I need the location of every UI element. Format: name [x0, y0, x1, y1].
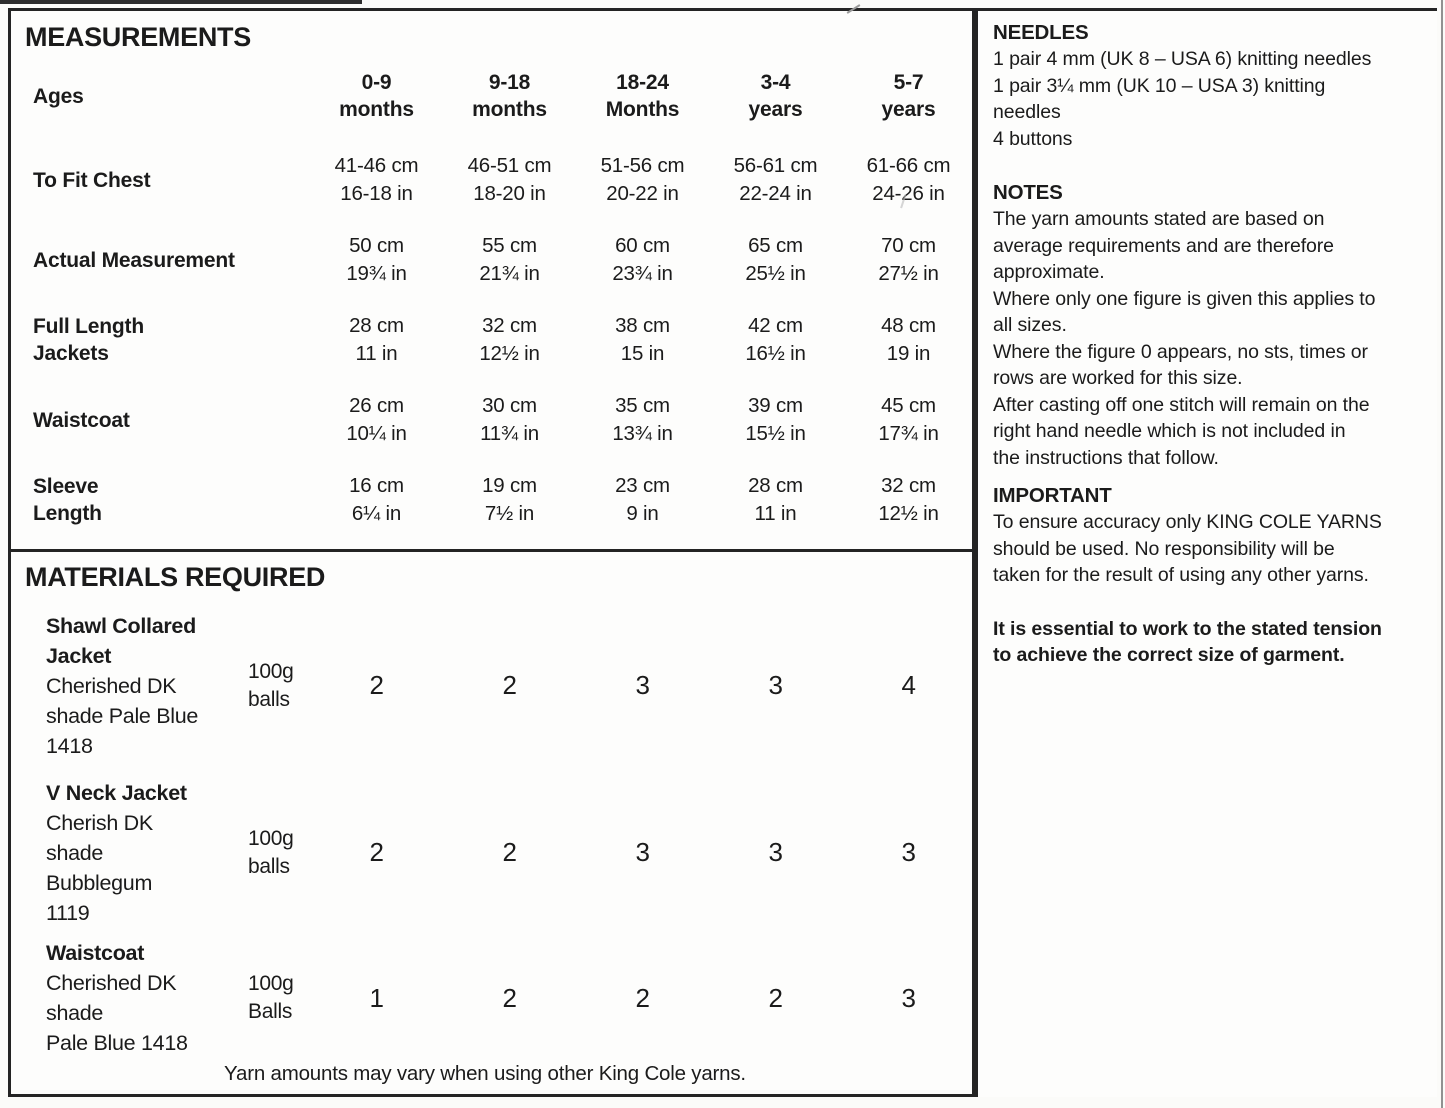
needles-line: 4 buttons	[993, 127, 1073, 150]
cm-value: 56-61 cm	[733, 154, 818, 177]
notes-section	[993, 179, 1427, 471]
cm-value: 26 cm	[349, 394, 404, 417]
row-label: To Fit Chest	[33, 168, 151, 192]
in-value: 16-18 in	[340, 182, 413, 205]
ball-count: 3	[768, 837, 783, 867]
table-row-to-fit-chest	[25, 140, 972, 220]
row-label: Sleeve Length	[33, 475, 102, 525]
unit-label: 100g Balls	[248, 972, 294, 1023]
cm-value: 46-51 cm	[467, 154, 552, 177]
important-line: To ensure accuracy only KING COLE YARNS	[993, 511, 1382, 533]
in-value: 24-26 in	[872, 182, 945, 205]
measurement-cell	[842, 232, 975, 288]
table-row-sleeve-length	[25, 460, 972, 540]
measurements-header-row	[25, 52, 972, 140]
in-value: 12½ in	[479, 342, 540, 365]
cm-value: 51-56 cm	[600, 154, 685, 177]
needles-title: NEEDLES	[993, 21, 1089, 44]
measurement-cell	[842, 472, 975, 528]
cm-value: 38 cm	[615, 314, 670, 337]
cm-value: 55 cm	[482, 234, 537, 257]
notes-line: The yarn amounts stated are based on	[993, 208, 1325, 230]
measurement-cell	[310, 152, 443, 208]
age-column-18-24-months: 18-24 Months	[605, 71, 680, 121]
materials-row-v-neck-jacket	[25, 775, 972, 930]
unit-label: 100g balls	[248, 659, 294, 711]
ball-count: 3	[635, 837, 650, 867]
row-label: Waistcoat	[33, 408, 130, 432]
notes-line: Where the figure 0 appears, no sts, times or	[993, 340, 1368, 363]
ball-count: 1	[369, 982, 384, 1013]
cm-value: 23 cm	[615, 474, 670, 497]
measurement-cell	[576, 232, 709, 288]
in-value: 18-20 in	[473, 182, 546, 205]
tension-warning-line: It is essential to work to the stated tension	[993, 617, 1382, 640]
notes-line: Where only one figure is given this applies to	[993, 287, 1376, 310]
in-value: 11 in	[355, 342, 398, 365]
cm-value: 61-66 cm	[866, 154, 951, 177]
yarn-variation-note: Yarn amounts may vary when using other King Cole yarns.	[224, 1062, 746, 1085]
notes-line: rows are worked for this size.	[993, 367, 1243, 389]
ball-count: 2	[502, 670, 517, 700]
measurement-cell	[842, 152, 975, 208]
measurement-cell	[443, 312, 576, 368]
measurement-cell	[576, 152, 709, 208]
notes-line: average requirements and are therefore	[993, 234, 1334, 257]
materials-title: MATERIALS REQUIRED	[25, 562, 326, 592]
cm-value: 60 cm	[615, 234, 670, 257]
cm-value: 70 cm	[881, 234, 936, 257]
cm-value: 35 cm	[615, 394, 670, 417]
measurement-cell	[310, 392, 443, 448]
left-panel	[8, 8, 975, 1097]
needles-line: 1 pair 4 mm (UK 8 – USA 6) knitting needles	[993, 48, 1372, 70]
measurement-cell	[576, 472, 709, 528]
in-value: 17¾ in	[878, 422, 939, 445]
measurement-cell	[576, 392, 709, 448]
materials-row-shawl-collared-jacket	[25, 608, 972, 763]
cm-value: 30 cm	[482, 394, 537, 417]
measurement-cell	[842, 312, 975, 368]
cm-value: 41-46 cm	[334, 154, 419, 177]
notes-title: NOTES	[993, 181, 1063, 204]
row-label: Actual Measurement	[33, 248, 235, 272]
tension-warning-line: to achieve the correct size of garment.	[993, 644, 1345, 666]
scan-edge-top	[0, 0, 362, 4]
cm-value: 28 cm	[349, 314, 404, 337]
table-row-waistcoat	[25, 380, 972, 460]
in-value: 22-24 in	[739, 182, 812, 205]
measurement-cell	[310, 312, 443, 368]
cm-value: 50 cm	[349, 234, 404, 257]
in-value: 13¾ in	[612, 422, 673, 445]
measurement-cell	[443, 392, 576, 448]
ball-count: 3	[768, 670, 783, 700]
in-value: 11 in	[754, 502, 797, 525]
ball-count: 3	[901, 982, 916, 1013]
measurement-cell	[443, 232, 576, 288]
unit-label: 100g balls	[248, 826, 294, 878]
ball-count: 2	[635, 982, 650, 1013]
cm-value: 28 cm	[748, 474, 803, 497]
cm-value: 32 cm	[881, 474, 936, 497]
in-value: 15½ in	[745, 422, 806, 445]
in-value: 27½ in	[878, 262, 939, 285]
needles-section	[993, 19, 1427, 152]
age-column-0-9-months: 0-9 months	[339, 71, 414, 121]
important-line: taken for the result of using any other yarns.	[993, 564, 1369, 586]
notes-line: right hand needle which is not included in	[993, 420, 1346, 442]
measurement-cell	[310, 232, 443, 288]
cm-value: 42 cm	[748, 314, 803, 337]
ball-count: 2	[502, 982, 517, 1013]
cm-value: 39 cm	[748, 394, 803, 417]
materials-section	[11, 552, 972, 1086]
in-value: 15 in	[620, 342, 665, 365]
notes-line: all sizes.	[993, 314, 1067, 336]
in-value: 19¾ in	[346, 262, 407, 285]
ball-count: 2	[369, 670, 384, 700]
important-section	[993, 482, 1427, 669]
age-column-9-18-months: 9-18 months	[472, 71, 547, 121]
in-value: 25½ in	[745, 262, 806, 285]
table-row-actual-measurement	[25, 220, 972, 300]
needles-line: needles	[993, 101, 1061, 123]
measurement-cell	[709, 392, 842, 448]
measurement-cell	[709, 232, 842, 288]
in-value: 11¾ in	[480, 422, 539, 445]
table-row-full-length-jackets	[25, 300, 972, 380]
measurements-section	[11, 11, 972, 552]
measurement-cell	[310, 472, 443, 528]
measurement-cell	[443, 152, 576, 208]
cm-value: 48 cm	[881, 314, 936, 337]
in-value: 20-22 in	[606, 182, 679, 205]
cm-value: 65 cm	[748, 234, 803, 257]
ball-count: 2	[502, 837, 517, 867]
measurement-cell	[709, 312, 842, 368]
measurement-cell	[709, 152, 842, 208]
notes-line: approximate.	[993, 261, 1105, 283]
in-value: 6¼ in	[351, 502, 402, 525]
needles-line: 1 pair 3¼ mm (UK 10 – USA 3) knitting	[993, 74, 1326, 97]
yarn-description: Waistcoat Cherished DK shade Pale Blue 1418	[46, 941, 188, 1055]
in-value: 12½ in	[878, 502, 939, 525]
row-label: Full Length Jackets	[33, 315, 144, 365]
ball-count: 2	[768, 982, 783, 1013]
materials-row-waistcoat	[25, 938, 972, 1058]
measurement-cell	[576, 312, 709, 368]
in-value: 10¼ in	[346, 422, 407, 445]
cm-value: 45 cm	[881, 394, 936, 417]
ball-count: 3	[635, 670, 650, 700]
ball-count: 2	[369, 837, 384, 867]
in-value: 19 in	[886, 342, 931, 365]
measurement-cell	[709, 472, 842, 528]
cm-value: 16 cm	[349, 474, 404, 497]
cm-value: 32 cm	[482, 314, 537, 337]
ages-label: Ages	[33, 84, 84, 108]
measurement-cell	[443, 472, 576, 528]
yarn-description: Shawl Collared Jacket Cherished DK shade Pale Blue 1418	[46, 613, 199, 758]
notes-line: After casting off one stitch will remain on the	[993, 393, 1370, 416]
age-column-3-4-years: 3-4 years	[748, 71, 803, 121]
ball-count: 4	[901, 670, 916, 700]
notes-panel	[975, 8, 1437, 1097]
ball-count: 3	[901, 837, 916, 867]
scan-edge-right	[1441, 0, 1443, 1108]
important-title: IMPORTANT	[993, 484, 1112, 507]
tension-warning	[993, 616, 1427, 669]
cm-value: 19 cm	[482, 474, 537, 497]
in-value: 7½ in	[484, 502, 535, 525]
measurement-cell	[842, 392, 975, 448]
in-value: 21¾ in	[479, 262, 540, 285]
in-value: 16½ in	[745, 342, 806, 365]
age-column-5-7-years: 5-7 years	[881, 71, 936, 121]
in-value: 9 in	[626, 502, 659, 525]
notes-line: the instructions that follow.	[993, 446, 1219, 469]
in-value: 23¾ in	[612, 262, 673, 285]
yarn-description: V Neck Jacket Cherish DK shade Bubblegum 1119	[46, 780, 187, 925]
measurements-title: MEASUREMENTS	[25, 22, 251, 52]
important-line: should be used. No responsibility will be	[993, 537, 1335, 560]
